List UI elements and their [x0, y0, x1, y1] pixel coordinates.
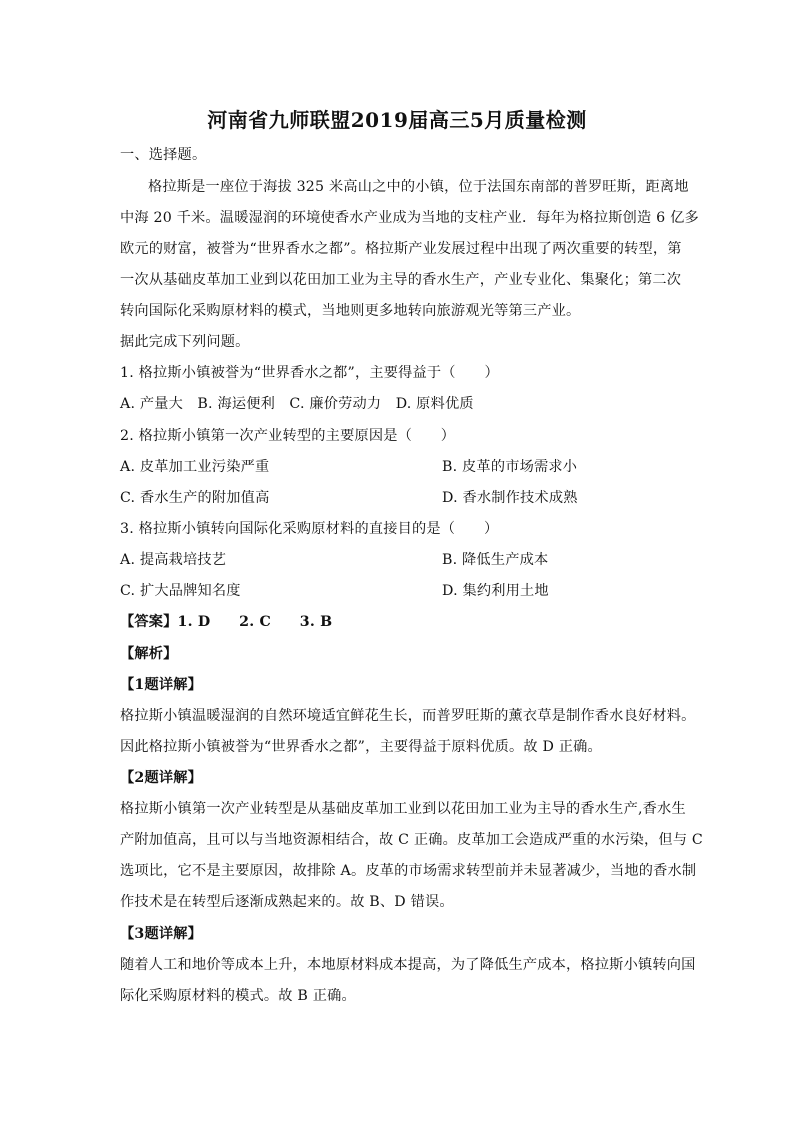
passage-line: 格拉斯是一座位于海拔 325 米高山之中的小镇，位于法国东南部的普罗旺斯，距离地 — [148, 179, 689, 195]
question-1-options: A. 产量大 B. 海运便利 C. 廉价劳动力 D. 原料优质 — [120, 396, 474, 412]
detail-2-heading: 【2题详解】 — [120, 770, 203, 786]
question-3-option-a: A. 提高栽培技艺 — [120, 552, 227, 568]
detail-2-line: 产附加值高，且可以与当地资源相结合，故 C 正确。皮革加工会造成严重的水污染，但与 C — [120, 832, 703, 848]
question-2-option-a: A. 皮革加工业污染严重 — [120, 459, 270, 475]
detail-3-heading: 【3题详解】 — [120, 926, 203, 942]
detail-1-line: 格拉斯小镇温暖湿润的自然环境适宜鲜花生长，而普罗旺斯的薰衣草是制作香水良好材料。 — [120, 708, 696, 724]
question-2-option-d: D. 香水制作技术成熟 — [442, 490, 578, 506]
detail-3-line: 随着人工和地价等成本上升，本地原材料成本提高，为了降低生产成本，格拉斯小镇转向国 — [120, 957, 696, 973]
question-2-stem: 2. 格拉斯小镇第一次产业转型的主要原因是（ ） — [120, 428, 456, 444]
passage-line: 欧元的财富，被誉为“世界香水之都”。格拉斯产业发展过程中出现了两次重要的转型，第 — [120, 241, 682, 257]
detail-2-line: 选项比，它不是主要原因，故排除 A。皮革的市场需求转型前并未显著减少，当地的香水制 — [120, 863, 697, 879]
passage-line: 转向国际化采购原材料的模式，当地则更多地转向旅游观光等第三产业。 — [120, 303, 581, 319]
instruction-text: 据此完成下列问题。 — [120, 334, 250, 350]
section-heading: 一、选择题。 — [120, 147, 207, 163]
detail-1-line: 因此格拉斯小镇被誉为“世界香水之都”，主要得益于原料优质。故 D 正确。 — [120, 739, 602, 755]
page-title: 河南省九师联盟2019届高三5月质量检测 — [207, 108, 587, 132]
question-2-option-b: B. 皮革的市场需求小 — [442, 459, 578, 475]
answer-line: 【答案】1. D 2. C 3. B — [120, 614, 333, 630]
question-1-stem: 1. 格拉斯小镇被誉为“世界香水之都”，主要得益于（ ） — [120, 365, 499, 381]
question-3-stem: 3. 格拉斯小镇转向国际化采购原材料的直接目的是（ ） — [120, 521, 499, 537]
detail-3-line: 际化采购原材料的模式。故 B 正确。 — [120, 988, 356, 1004]
question-3-option-c: C. 扩大品牌知名度 — [120, 583, 241, 599]
question-3-option-d: D. 集约利用土地 — [442, 583, 549, 599]
detail-2-line: 格拉斯小镇第一次产业转型是从基础皮革加工业到以花田加工业为主导的香水生产,香水生 — [120, 801, 686, 817]
question-2-option-c: C. 香水生产的附加值高 — [120, 490, 270, 506]
detail-2-line: 作技术是在转型后逐渐成熟起来的。故 B、D 错误。 — [120, 894, 454, 910]
detail-1-heading: 【1题详解】 — [120, 677, 203, 693]
passage-line: 中海 20 千米。温暖湿润的环境使香水产业成为当地的支柱产业．每年为格拉斯创造 6 亿多 — [120, 210, 699, 226]
passage-line: 一次从基础皮革加工业到以花田加工业为主导的香水生产，产业专业化、集聚化；第二次 — [120, 272, 682, 288]
analysis-heading: 【解析】 — [120, 646, 178, 662]
question-3-option-b: B. 降低生产成本 — [442, 552, 549, 568]
